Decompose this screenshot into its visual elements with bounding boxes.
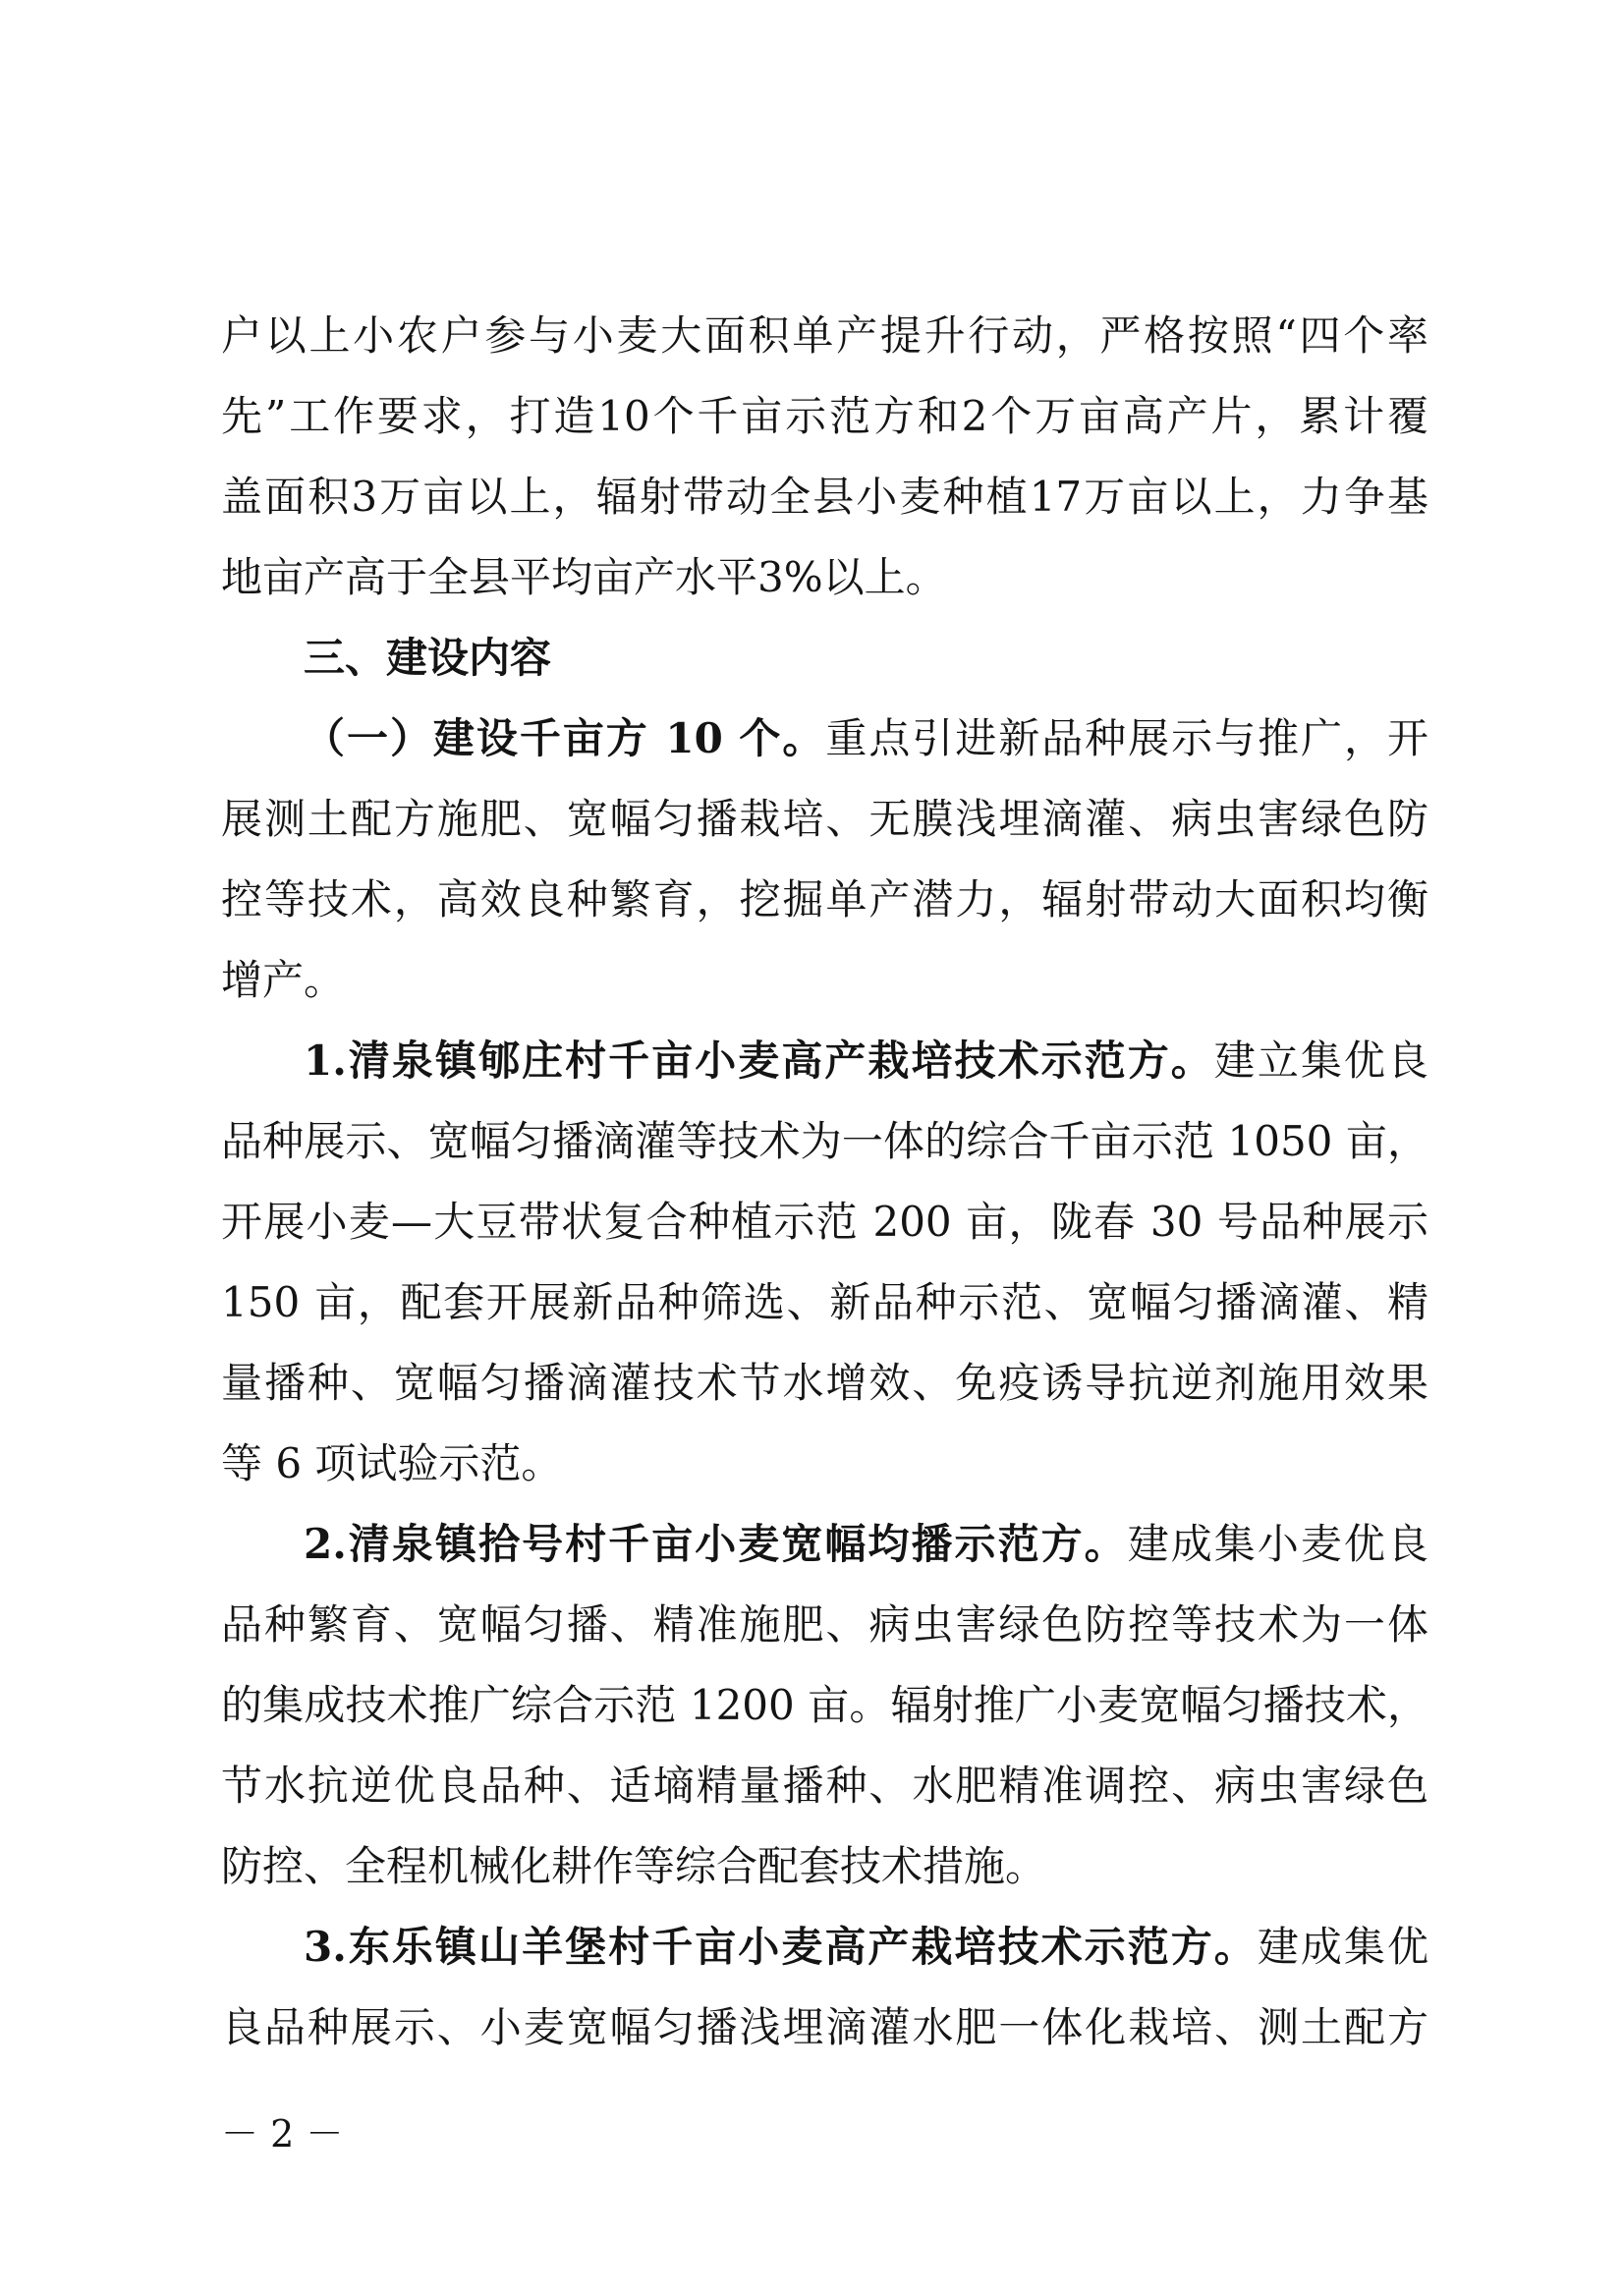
paragraph-text: 建立集优良: [1213, 1036, 1428, 1085]
paragraph-line: 等 6 项试验示范。: [221, 1439, 563, 1487]
subsection-heading: （一）建设千亩方 10 个。: [304, 714, 826, 762]
paragraph-line: 控等技术，高效良种繁育，挖掘单产潜力，辐射带动大面积均衡: [221, 875, 1428, 924]
paragraph-line: 盖面积3万亩以上，辐射带动全县小麦种植17万亩以上，力争基: [221, 473, 1428, 521]
subsection-first-line: [221, 699, 1428, 779]
item-first-line: [221, 1504, 1428, 1585]
paragraph-line: 品种展示、宽幅匀播滴灌等技术为一体的综合千亩示范 1050 亩，: [221, 1117, 1428, 1165]
paragraph-line: 品种繁育、宽幅匀播、精准施肥、病虫害绿色防控等技术为一体: [221, 1600, 1428, 1649]
paragraph-line: 地亩产高于全县平均亩产水平3%以上。: [221, 553, 947, 601]
item-first-line: [221, 1021, 1428, 1101]
paragraph-line: 防控、全程机械化耕作等综合配套技术措施。: [221, 1842, 1047, 1890]
paragraph-line: 开展小麦—大豆带状复合种植示范 200 亩，陇春 30 号品种展示: [221, 1198, 1428, 1246]
paragraph-line: 良品种展示、小麦宽幅匀播浅埋滴灌水肥一体化栽培、测土配方: [221, 2003, 1428, 2051]
item-heading: 2.清泉镇拾号村千亩小麦宽幅均播示范方。: [304, 1520, 1128, 1568]
paragraph-line: 的集成技术推广综合示范 1200 亩。辐射推广小麦宽幅匀播技术，: [221, 1681, 1428, 1729]
paragraph-line: 节水抗逆优良品种、适墒精量播种、水肥精准调控、病虫害绿色: [221, 1762, 1428, 1810]
paragraph-line: 量播种、宽幅匀播滴灌技术节水增效、免疫诱导抗逆剂施用效果: [221, 1359, 1428, 1407]
paragraph-text: 建成集小麦优良: [1127, 1520, 1428, 1568]
paragraph-line: 户以上小农户参与小麦大面积单产提升行动，严格按照“四个率: [221, 311, 1428, 360]
item-first-line: [221, 1907, 1428, 1988]
paragraph-text: 建成集优: [1257, 1923, 1428, 1971]
section-heading: 三、建设内容: [304, 634, 552, 682]
item-heading: 1.清泉镇郇庄村千亩小麦高产栽培技术示范方。: [304, 1036, 1214, 1085]
paragraph-line: 150 亩，配套开展新品种筛选、新品种示范、宽幅匀播滴灌、精: [221, 1278, 1428, 1326]
item-heading: 3.东乐镇山羊堡村千亩小麦高产栽培技术示范方。: [304, 1923, 1258, 1971]
paragraph-text: 重点引进新品种展示与推广，开: [825, 714, 1428, 762]
paragraph-line: 展测土配方施肥、宽幅匀播栽培、无膜浅埋滴灌、病虫害绿色防: [221, 795, 1428, 843]
document-body: [221, 296, 1428, 2068]
paragraph-line: 增产。: [221, 956, 346, 1004]
paragraph-line: 先”工作要求，打造10个千亩示范方和2个万亩高产片，累计覆: [221, 392, 1428, 440]
page-number: － 2 －: [221, 2112, 344, 2156]
